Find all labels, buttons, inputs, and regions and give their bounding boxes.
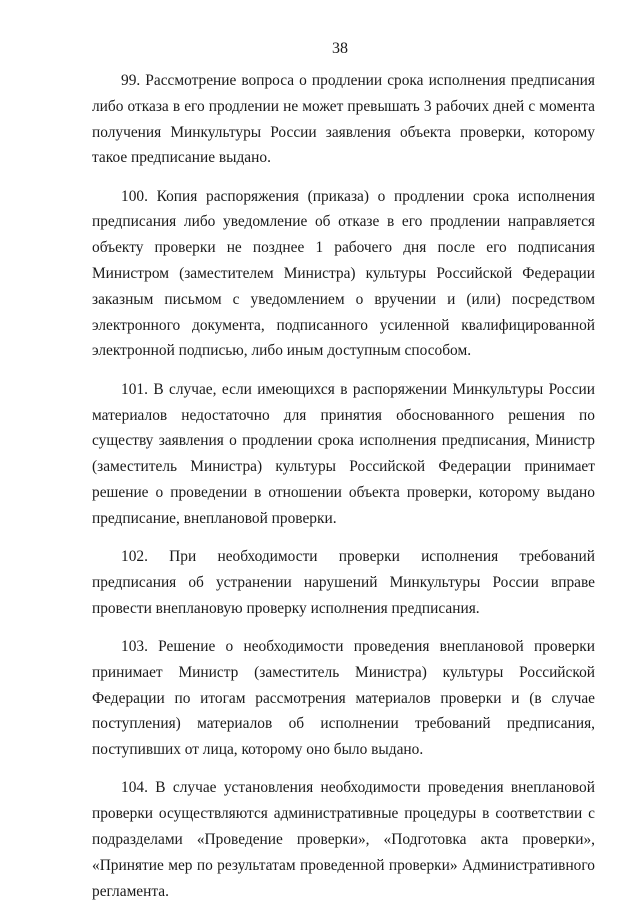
paragraph-100: 100. Копия распоряжения (приказа) о продлении срока исполнения предписания либо уведомление об отказе в его продлении направляется объекту проверки не позднее 1 рабочего дня после его подписания Министром (заместителем Министра) культуры Российской Федерации заказным письмом с уведомлением о вручении и (или) посредством электронного документа, подписанного усиленной квалифицированной электронной подписью, либо иным доступным способом. bbox=[92, 187, 595, 360]
paragraph-102: 102. При необходимости проверки исполнения требований предписания об устранении нарушений Минкультуры России вправе провести внеплановую проверку исполнения предписания. bbox=[92, 548, 595, 617]
paragraph-101: 101. В случае, если имеющихся в распоряжении Минкультуры России материалов недостаточно для принятия обоснованного решения по существу заявления о продлении срока исполнения предписания, Министр (заместитель Министра) культуры Российской Федерации принимает решение о проведении в отношении объекта проверки, которому выдано предписание, внеплановой проверки. bbox=[92, 380, 595, 527]
page-number: 38 bbox=[332, 40, 348, 57]
document-body bbox=[92, 68, 595, 904]
paragraph-104: 104. В случае установления необходимости проведения внеплановой проверки осуществляются административные процедуры в соответствии с подразделами «Проведение проверки», «Подготовка акта проверки», «Принятие мер по результатам проведенной проверки» Административного регламента. bbox=[92, 779, 595, 900]
paragraph-103: 103. Решение о необходимости проведения внеплановой проверки принимает Министр (заместитель Министра) культуры Российской Федерации по итогам рассмотрения материалов проверки и (в случае поступления) материалов об исполнении требований предписания, поступивших от лица, которому оно было выдано. bbox=[92, 637, 595, 759]
paragraph-99: 99. Рассмотрение вопроса о продлении срока исполнения предписания либо отказа в его продлении не может превышать 3 рабочих дней с момента получения Минкультуры России заявления объекта проверки, которому такое предписание выдано. bbox=[92, 72, 595, 167]
